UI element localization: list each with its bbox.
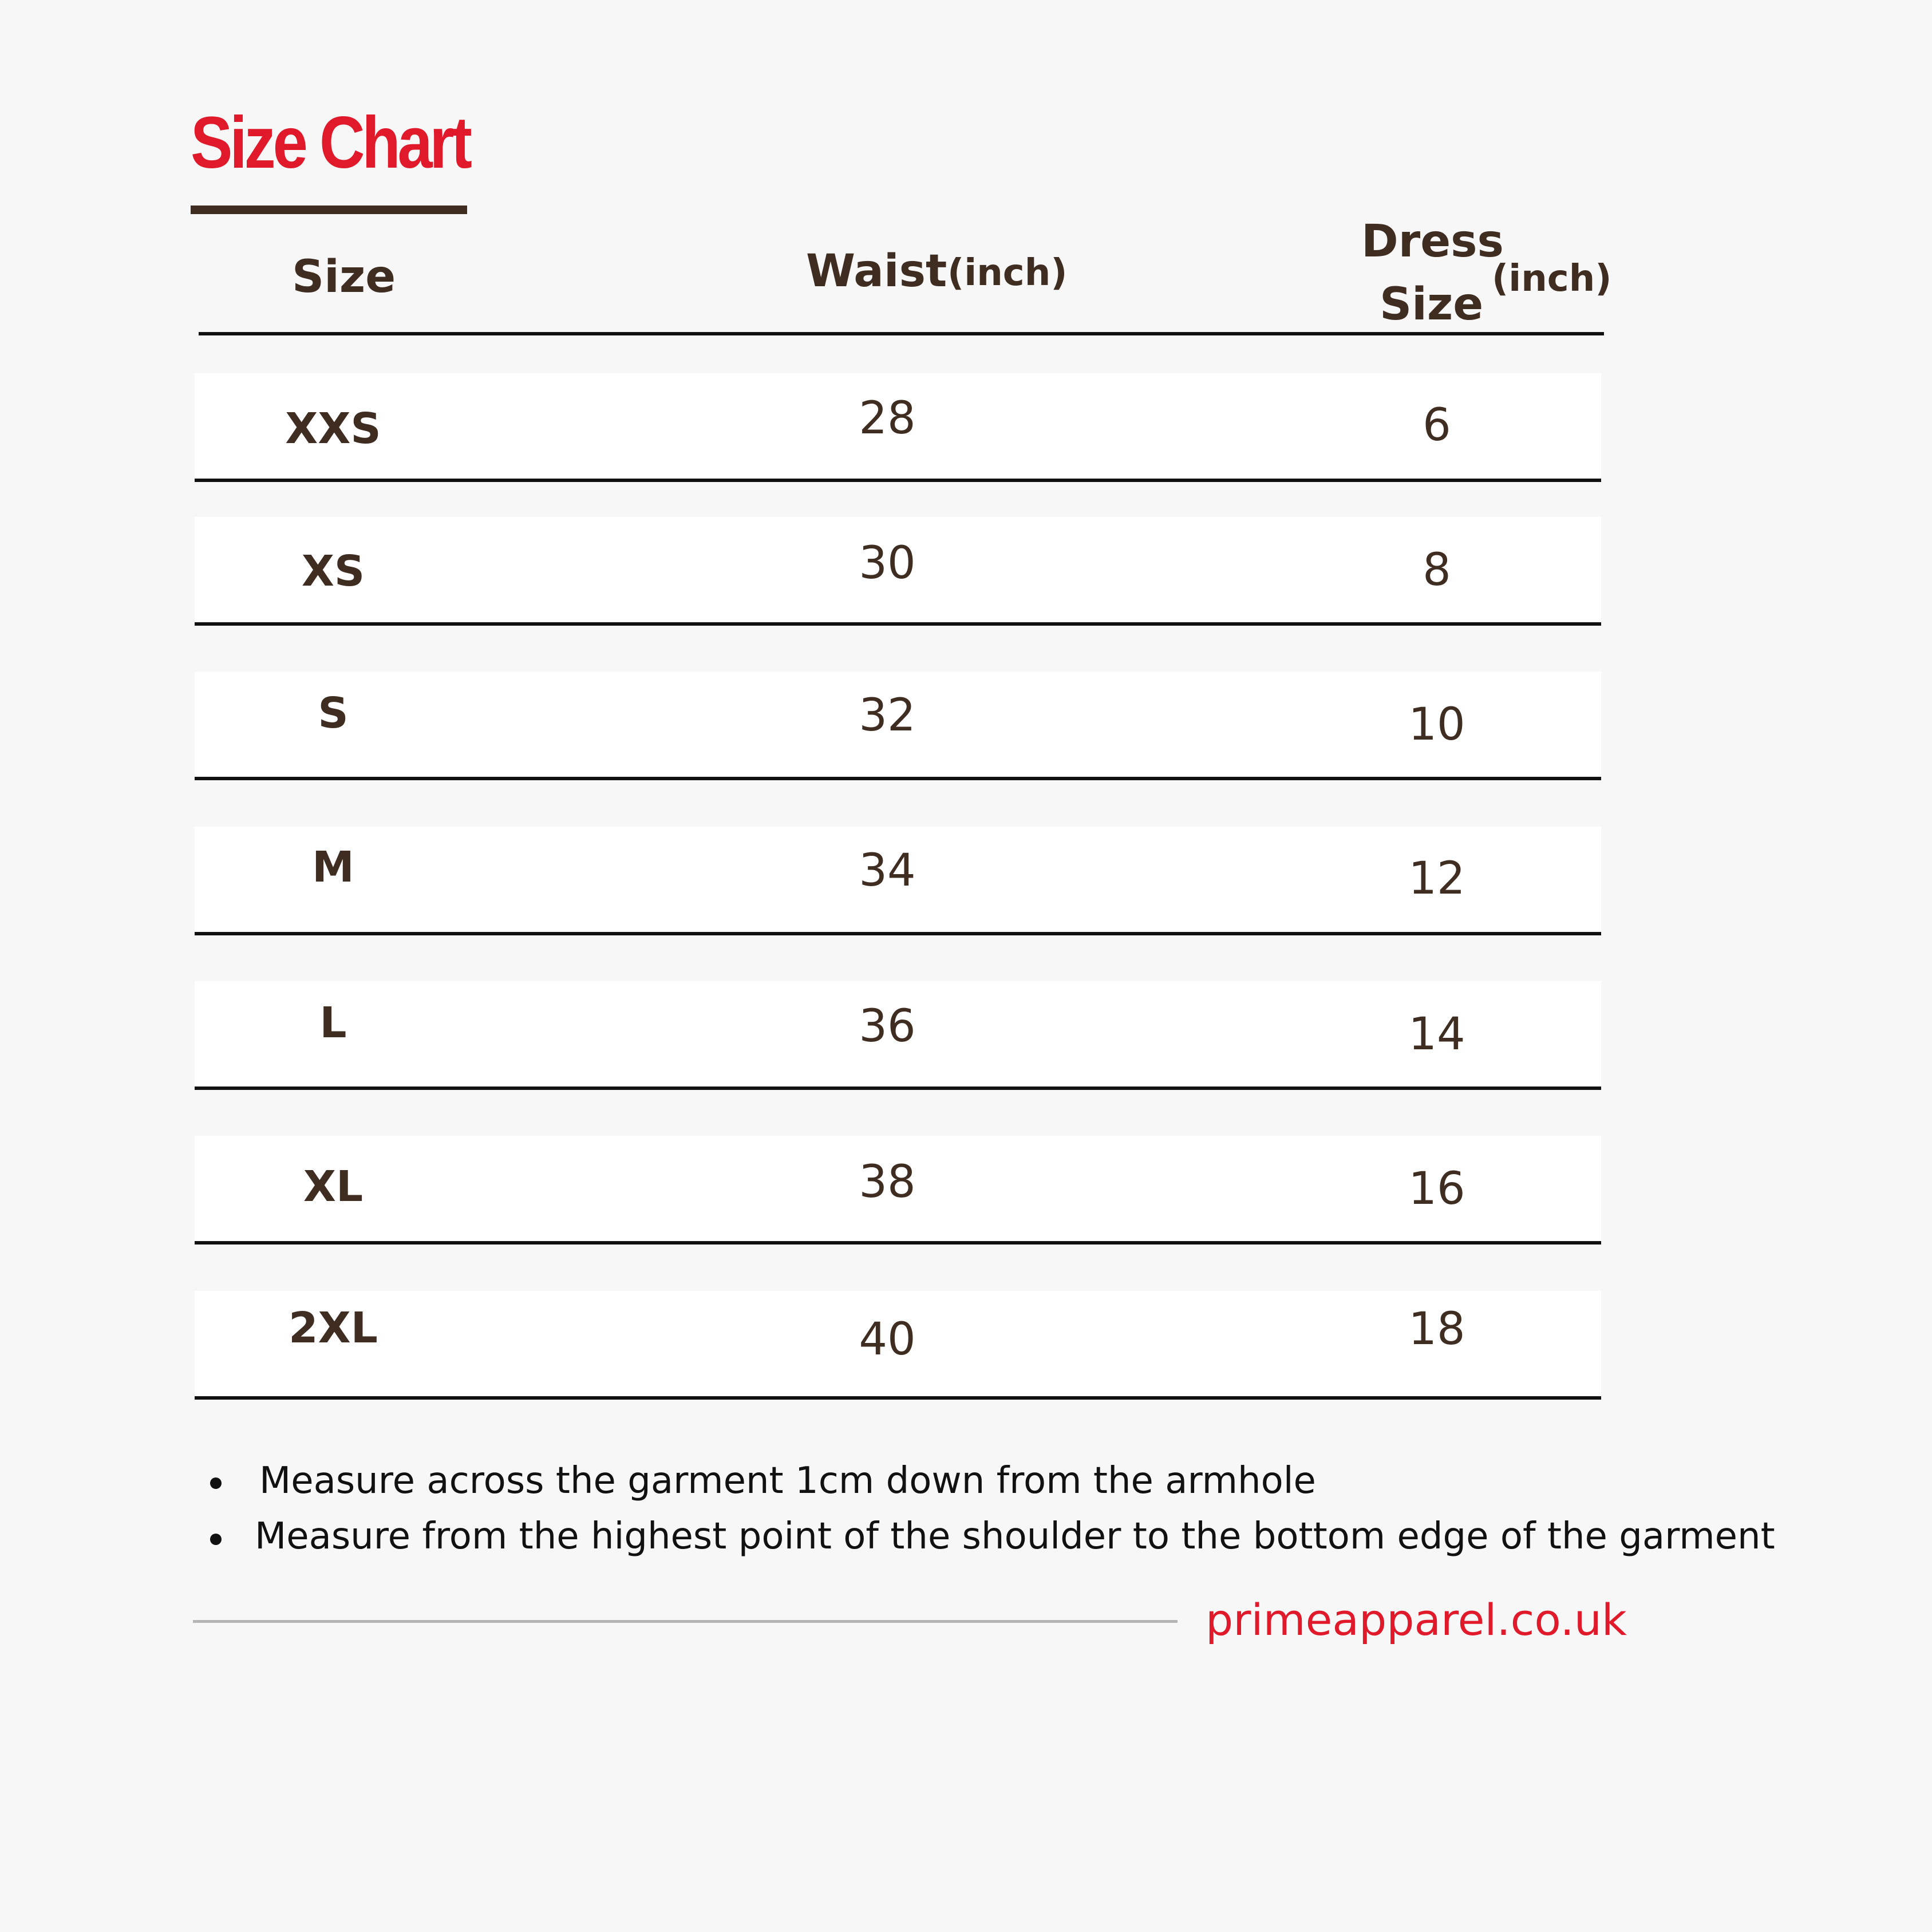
cell-size: 2XL xyxy=(289,1303,378,1353)
bullet-icon xyxy=(210,1477,222,1489)
footer-divider xyxy=(193,1620,1178,1623)
cell-dress-size: 16 xyxy=(1408,1163,1465,1215)
table-row xyxy=(195,373,1601,482)
note-item: Measure from the highest point of the shoulder to the bottom edge of the garment xyxy=(255,1515,1775,1558)
header-divider xyxy=(199,332,1604,335)
cell-waist: 34 xyxy=(859,845,916,896)
cell-dress-size: 14 xyxy=(1408,1009,1465,1060)
title-underline xyxy=(191,206,467,214)
column-header-dress-line1: Dress xyxy=(1361,216,1504,267)
cell-waist: 32 xyxy=(859,690,916,741)
cell-size: XL xyxy=(303,1162,364,1211)
column-header-waist: Waist xyxy=(806,246,947,297)
cell-dress-size: 6 xyxy=(1423,400,1451,451)
cell-waist: 40 xyxy=(859,1314,916,1365)
website-link[interactable]: primeapparel.co.uk xyxy=(1206,1594,1627,1645)
cell-dress-size: 12 xyxy=(1408,853,1465,904)
table-row xyxy=(195,1136,1601,1244)
table-row xyxy=(195,827,1601,935)
cell-waist: 38 xyxy=(859,1156,916,1208)
page-title: Size Chart xyxy=(191,102,469,184)
column-header-waist-unit: (inch) xyxy=(947,252,1068,294)
cell-size: XXS xyxy=(285,404,381,453)
cell-waist: 28 xyxy=(859,393,916,444)
column-header-dress-unit: (inch) xyxy=(1492,258,1612,300)
cell-waist: 30 xyxy=(859,538,916,589)
cell-size: L xyxy=(319,998,347,1048)
column-header-size: Size xyxy=(292,251,396,303)
table-row xyxy=(195,1291,1601,1400)
note-item: Measure across the garment 1cm down from the armhole xyxy=(259,1460,1316,1502)
column-header-dress-line2: Size xyxy=(1380,279,1484,330)
cell-dress-size: 18 xyxy=(1408,1303,1465,1355)
cell-size: XS xyxy=(301,547,365,596)
table-row xyxy=(195,671,1601,780)
cell-dress-size: 8 xyxy=(1423,544,1451,596)
table-row xyxy=(195,517,1601,626)
cell-waist: 36 xyxy=(859,1001,916,1052)
cell-size: S xyxy=(318,689,349,738)
cell-size: M xyxy=(312,843,354,892)
cell-dress-size: 10 xyxy=(1408,699,1465,750)
table-row xyxy=(195,981,1601,1090)
bullet-icon xyxy=(210,1534,222,1545)
